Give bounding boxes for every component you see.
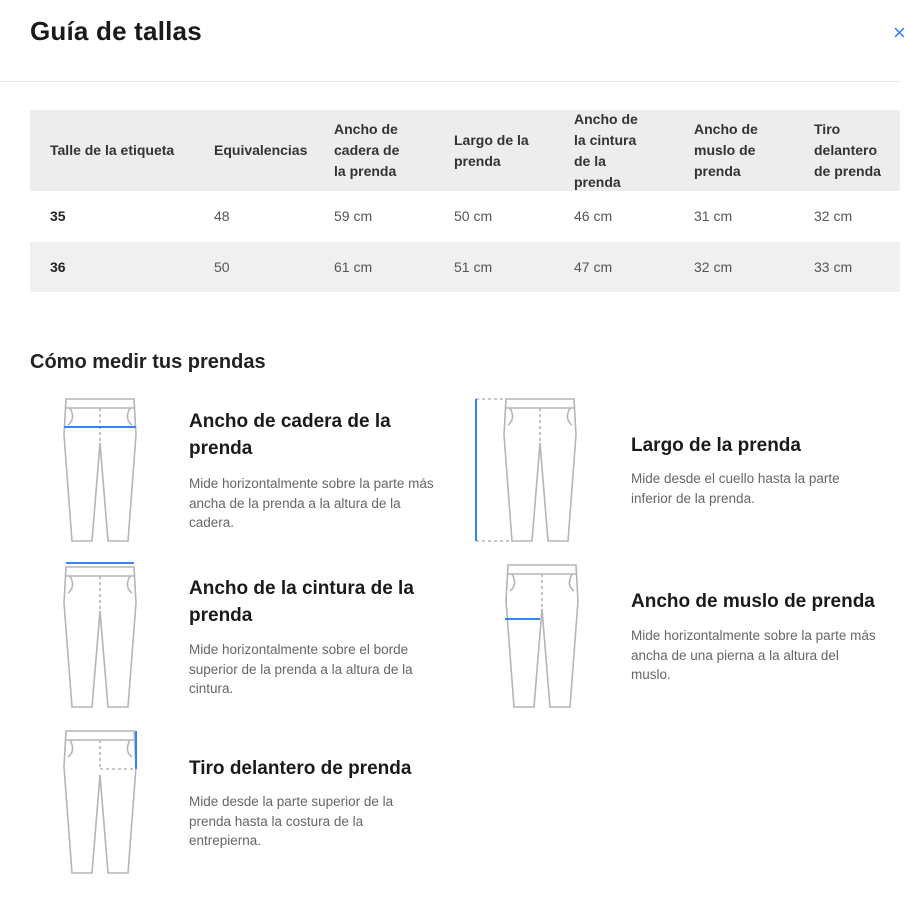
size-table	[30, 110, 900, 292]
pants-rise-icon	[58, 727, 142, 877]
item-description: Mide horizontalmente sobre el borde superior de la prenda a la altura de la cintura.	[189, 642, 413, 696]
item-description: Mide desde el cuello hasta la parte inferior de la prenda.	[631, 471, 840, 506]
close-icon[interactable]: ×	[893, 20, 906, 45]
table-cell: 51 cm	[454, 259, 493, 275]
table-cell: 48	[214, 208, 230, 224]
pants-waist-icon	[58, 561, 142, 711]
table-cell: 47 cm	[574, 259, 613, 275]
item-title: Tiro delantero de prenda	[189, 758, 412, 779]
column-header: Largo de la prenda	[454, 131, 529, 169]
pants-length-icon	[472, 395, 582, 545]
column-header: Ancho de cadera de la prenda	[334, 121, 400, 179]
modal-header	[0, 0, 906, 82]
table-cell: 59 cm	[334, 208, 373, 224]
table-cell: 31 cm	[694, 208, 733, 224]
table-cell: 46 cm	[574, 208, 613, 224]
section-title: Cómo medir tus prendas	[30, 351, 266, 373]
column-header: Ancho de muslo de prenda	[694, 121, 758, 179]
column-header: Equivalencias	[214, 142, 308, 158]
item-title: Ancho de la cintura de la prenda	[189, 578, 414, 626]
pants-thigh-icon	[500, 561, 584, 711]
pants-hip-icon	[58, 395, 142, 545]
table-cell: 32 cm	[694, 259, 733, 275]
item-description: Mide desde la parte superior de la prenda hasta la costura de la entrepierna.	[189, 794, 394, 848]
table-cell: 32 cm	[814, 208, 853, 224]
item-description: Mide horizontalmente sobre la parte más ancha de la prenda a la altura de la cadera.	[189, 476, 434, 530]
column-header: Tiro delantero de prenda	[814, 121, 881, 179]
table-cell: 33 cm	[814, 259, 853, 275]
table-row	[30, 191, 900, 241]
item-title: Largo de la prenda	[631, 435, 801, 456]
column-header: Ancho de la cintura de la prenda	[574, 110, 638, 190]
table-header	[30, 110, 900, 191]
table-cell: 61 cm	[334, 259, 373, 275]
table-cell: 35	[50, 208, 66, 224]
table-cell: 50	[214, 259, 230, 275]
item-title: Ancho de muslo de prenda	[631, 591, 875, 612]
item-title: Ancho de cadera de la prenda	[189, 411, 391, 459]
table-row	[30, 242, 900, 292]
page-title: Guía de tallas	[30, 16, 202, 46]
table-cell: 50 cm	[454, 208, 493, 224]
column-header: Talle de la etiqueta	[50, 142, 175, 158]
item-description: Mide horizontalmente sobre la parte más ancha de una pierna a la altura del muslo.	[631, 628, 876, 682]
table-cell: 36	[50, 259, 66, 275]
